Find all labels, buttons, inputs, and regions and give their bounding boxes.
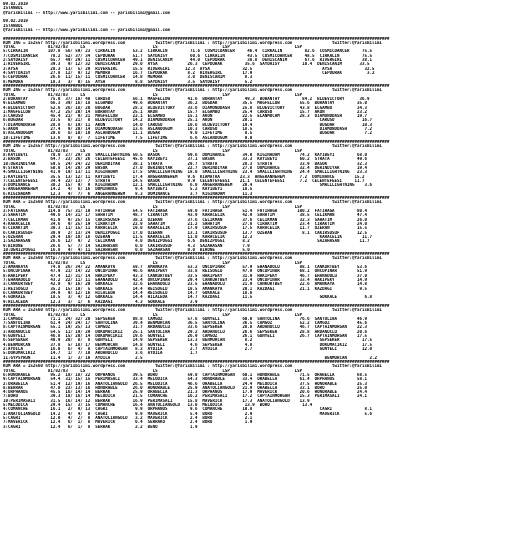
- document-line: 4:COMANCHE 16.1 2/ 9/ 13 CAGRI 9.9 ORPHANOS 9.6 COMANCHE 10.8 CAGRI 8.1: [3, 407, 372, 412]
- document-line: KUM ARA = 152560 http://yarisbilimi.wordpress.com twitter:@YarisBilimi : http://yarisbilimi.wordpress.com twitter:@YarisBilimi: [3, 364, 382, 369]
- document-line: 8:KAYIBEYI 70.0 27/ 29/ 28 SMALLLIGHTNING 50.5 BASOK 69.6 DOMINANCE 34.0 KIGINADAM 74.2 KAYIBEYI 68.0: [3, 152, 367, 157]
- document-line: 2:ORABELLA 51.4 12/ 19/ 16 ANATOLIANGOLD 26.5 MELODICA 46.6 ORABELLA 24.4 MELODICA 37.5 HONORABLE 25.3: [3, 381, 367, 386]
- document-line: KUM ING = 152557 http://yarisbilimi.wordpress.com twitter:@YarisBilimi : http://yarisbilimi.wordpress.com twitter:@YarisBilimi: [3, 40, 382, 45]
- document-line: 7:EHANADOLU 43.2 22/ 11/ 11 EHANADOLU 42.4 ONCUPINAR 29.4 CANKURTBEY 23.4 ONCUPINAR 33.4 HAKIPEKY 14.9: [3, 278, 367, 282]
- document-line: 2:AMANKAYA 74.8 26/ 34/ 22 AMANKAYA 59.7 AMANKAYA 53.2 ONCUPINAR 57.9 EHANADOLU 88.1 CANKURTBEY 53.6: [3, 265, 367, 270]
- document-line: ###########################################################################################################################################################: [3, 140, 390, 144]
- document-line: KUM ARA = 152560 http://yarisbilimi.wordpress.com twitter:@YarisBilimi : http://yarisbilimi.wordpress.com twitter:@YarisBilimi: [3, 200, 382, 205]
- document-line: ###########################################################################################################################################################: [3, 196, 390, 201]
- document-line: 10:DERINDIYAR 59.5 24/ 24/ 22 DERINDIYAR 38.1 STRATA 29.7 STRATA 28.3 STRATA 33.9 BASOK 32.3: [3, 161, 367, 166]
- document-line: TOTAL 81/82/83 LS LS LSP LSP: [3, 92, 303, 97]
- document-line: 9:STRATA 50.0 14/ 20/ 29 BASOK 27.0 DERINDIYAR 22.7 DERINDIYAR 27.8 DOMINANCE 32.4 DERINDIYAR 19.4: [3, 165, 367, 170]
- document-line: 8:BERRAK 47.0 23/ 13/ 16 HONORABLE 26.0 HONORABLE 25.9 ANATOLIANGOLD 21.9 ORABELLA 33.1 BORO 25.0: [3, 385, 367, 390]
- document-line: 1:KAYIBEYI 35.5 13/ 12/ 11 KAYIBEYI 17.4 ANGERANNEHEM 9.6 KIAMATRA 23.3 ANGERANNEHEM 7.2 DOMINANCE 15.2: [3, 174, 365, 179]
- document-line: 6:CEPDURAK 26.6 11/ 15/ 11 COSMICDANCER 14.8 MEMORA 3.0 DENISCANIM 8.3: [3, 75, 253, 80]
- document-line: 6:CANKURTBEY 34.9 9/ 12/ 16 HILALEDA 14.4 REISOGLU 14.7 GOKKALE 18.6: [3, 290, 253, 295]
- document-line: ###########################################################################################################################################################: [3, 359, 390, 364]
- document-line: 2:SAHATIM 49.6 14/ 21/ 17 SAHATIM 48.7 CIRAKTIM 43.9 KARACELIK 42.9 SAHATIM 38.5 CELIKMAN 47.4: [3, 213, 367, 218]
- document-line: 2:SAYDAISY 65.7 49/ 29/ 11 COSMICDANCER 49.1 DENISCANIM 44.0 CEPDURAK 38.8 DENISCANIM 67.6 RIVERGIRL 38.1: [3, 58, 372, 63]
- document-line: ###########################################################################################################################################################: [3, 83, 390, 88]
- document-line: 4:SMALLLIGHTNING 41.9 19/ 13/ 11 KIGINADAM 17.5 SMALLLIGHTNING 18.0 SMALLLIGHTNING 23.4 SMALLLIGHTNING 24.4 SMALLLIGHTNING 23.3: [3, 170, 367, 175]
- document-line: 7:DIAMONDDASH 28.8 6/ 19/ 11 AKON 14.0 CARUSO 10.6 BLUEVICTORY 19.4 BUGDAR 10.3: [3, 122, 372, 127]
- document-line: 7:CELIKMAN 41.0 9/ 25/ 15 CAKIRSUSUF 38.2 OZERAN 37.6 CELIKMAN 37.6 CELIKMAN 32.3 SAHATIM 26.0: [3, 217, 367, 222]
- document-line: 1:REISOGLU 35.2 15/ 10/ 5 GOKKALE 14.4 REISOGLU 18.5 AMANKAYA 20.1 KAZDAGI 21.1 KAZDAGI 9.5: [3, 286, 367, 291]
- document-line: 4:KARACELIK 34.6 9/ 25/ 19 CIRAKTIM 22.9 SAHATIM 21.2 SAHATIM 27.8 CIRAKTIM 23.4 CIRAKTIM 24.0: [3, 221, 367, 226]
- document-line: 5:MELODICA 29.4 15/ 3/ 15 COMANCHE 16.4 ANATOLIANGOLD 13.0 MELODICA 13.9 BORO 13.4: [3, 403, 313, 408]
- document-line: @YarisBilimi -- http://www.yarisbilimi.com -- yarisbilimi@gmail.com: [3, 10, 171, 15]
- document-line: 9:CAPTAINMORGAN 54.4 31/ 15/ 15 PERIMASALI 33.4 MELODICA 54.3 HONORABLE 33.4 ORABELLA 61.4 ORPHANOS 58.1: [3, 377, 367, 382]
- document-line: 1:MAGFELLOW 47.2 25/ 20/ 14 BORANTAY 25.1 AKON 15.7 ELGAMBO 25.4 CARUSO 15.7 AKON 23.2: [3, 109, 367, 114]
- document-line: 8:MEMORA 18.3 3/ 0/ 15 AYSA 8.8 SAYDAISY 3.5 SAYDAISY 5.2: [3, 79, 253, 84]
- document-line: 5:ONCUPINAR 47.9 21/ 14/ 22 ONCUPINAR 46.6 HAKIPEKY 33.8 REISOGLU 47.9 ONCUPINAR 68.1 ONCUPINAR 51.9: [3, 269, 367, 274]
- document-line: ISTANBUL: [3, 6, 23, 11]
- document-line: 10:PERIMASALI 31.5 16/ 14/ 12 BERRAK 16.9 PERIMASALI 15.8 MAVERICK 17.3 ANATOLIANGOLD 13.9: [3, 398, 310, 403]
- document-line: 4:ORPHANOS 45.5 16/ 14/ 14 BERRAK 25.9 ORABELLA 21.3 ORPHANOS 17.9 MAVERICK 20.6 HONORABLE 24.4: [3, 390, 367, 395]
- document-line: KUM ARA = 152560 http://yarisbilimi.wordpress.com twitter:@YarisBilimi : http://yarisbilimi.wordpress.com twitter:@YarisBilimi: [3, 256, 382, 261]
- document-line: ###########################################################################################################################################################: [3, 252, 390, 257]
- document-line: 3:CAGRI 12.4 6/ 1/ 8 SERRAK 2.2 BENO 1.9: [3, 424, 198, 429]
- document-line: 1:ANATOLIANGOLD 14.2 4/ 4/ 8 CAGRI 9.9 MAVERICK 5.4 BORO 2.9 MAVERICK 5.6: [3, 411, 372, 416]
- document-line: 5:CIRKALIN 107.8 56/ 59/ 23 CIRKALIN 53.2 CIRKALIN 71.6 COSMICDANCER 46.4 CIRKALIN 82.6 COSMICDANCER 75.5: [3, 49, 372, 54]
- document-line: 11:GYPSYRUN 11.4 1/ 3/ 10 AYDILA 2.5 BENMURCAN 2.2: [3, 355, 377, 360]
- document-line: 2:BORANTAY 75.0 37/ 18/ 40 CARUSO 56.1 MAGFELLOW 41.6 BORANTAY 49.3 BORANTAY 84.2 BLUEVICTORY 36.9: [3, 96, 370, 101]
- document-line: 3:FATIHAGA 114.0 75/ 31/ 10 FATIHAGA 54.5 FATIHAGA 59.0 FATIHAGA 51.4 FATIHAGA 100.2 FATIHAGA 80.4: [3, 209, 367, 213]
- document-line: KUM ARA = 152560 http://yarisbilimi.wordpress.com twitter:@YarisBilimi : http://yarisbilimi.wordpress.com twitter:@YarisBilimi: [3, 308, 382, 313]
- document-line: 4:BLUEVICTORY 52.6 26/ 18/ 20 BUGDAR 28.2 BLUEVICTORY 33.6 DIAMONDDASH 25.8 BLUEVICTORY 43.8 ELGAMBO 34.3: [3, 105, 367, 110]
- document-line: 3:CARUSO 45.4 21/ 9/ 21 MAGFELLOW 22.1 ELGAMBO 15.1 AKON 22.5 ELANMOCAM 28.3 DIAMONDDASH 19.7: [3, 114, 367, 119]
- document-line: 7:COSMICDANCER 78.2 52/ 37/ 34 CEPDURAK 51.7 SAYDAISY 60.6 CIRKALIN 43.5 COSMICDANCER 48.5 CIRKALIN 75.5: [3, 53, 372, 58]
- document-line: 4:SAYTDAISY 27.8 12/ 9/ 12 MEMORA 16.7 CEPDURAK 8.2 RIVERGIRL 17.9 CEPDURAK 3.2: [3, 71, 375, 75]
- document-line: 8:ASLANDOGUM 20.6 6/ 10/ 10 ASLANDOGUM 11.1 BUGAR 9.0 LIFETIME 8.5 BUGDAR 7.2: [3, 131, 372, 136]
- document-line: 3:ARDANUCLU 54.5 11/ 19/ 29 DOKUMACIKIZ 25.1 SANTOLINA 29.2 ARDANUCLU 26.6 SEPSEKER 28.8 ARDANUCLU 20.6: [3, 329, 367, 334]
- document-line: TOTAL 81/82/83 LS LS LSP LSP: [3, 312, 303, 317]
- document-line: 3:AYSA 28.3 13/ 5/ 29 RIVERGIRL 15.5 RIVERGIRL 12.3 AYSA 32.5 AYSA 32.5: [3, 66, 375, 71]
- document-line: 10:DENIZPOGGI 16.8 4/ 4/ 11 SAZAHASAN 0.0 SAZAHASAN 0.0 BIRONE 5.0: [3, 247, 250, 252]
- document-line: 9:GUNYELI 46.8 15/ 20/ 14 DOKUMACIKIZ 19.6 GUNYELI 26.9 CAMGOZ 26.1 GUNYELI 26.7 CAPTAINMORGAN 17.5: [3, 334, 367, 339]
- document-line: TOTAL 81/82/83 LS LS LSP LSP: [3, 148, 303, 153]
- document-line: KUM ING = 152557 http://yarisbilimi.wordpress.com twitter:@YarisBilimi : http://yarisbilimi.wordpress.com twitter:@YarisBilimi: [3, 144, 382, 149]
- document-line: 5:AKON 27.4 9/ 20/ 14 DIAMONDDASH 13.6 ASLANDOGUM 10.3 CARUSO 18.5 DIAMONDDASH 7.2: [3, 127, 372, 132]
- document-line: 1:CAMGOZ 71.1 24/ 32/ 20 SEPSEKER 88.8 CAMGOZ 57.6 GUNYELI 60.0 SANTOLINA 76.6 SANTOLINA 46.9: [3, 316, 367, 321]
- document-line: 5:OZERAN 29.4 10/ 10/ 18 OZERAN 11.5 KARACELIK 11.0 KARACELIK 12.3 KARACELIK 11.7: [3, 234, 372, 239]
- document-line: 6:SEPSEKER 40.9 20/ 8/ 8 GUNYELI 14.9 SEPSEKER 13.3 BENMURCAN 8.2 SEPSEKER 17.5: [3, 338, 372, 343]
- document-line: 2:AYDILA 16.0 6/ 4/ 8 CAPTAINMORGAN 8.3 AYDILA 2.7 AYDILA 2.7 GUNYELI 12.0: [3, 347, 372, 351]
- document-line: 5:CAGRI 12.0 4/ 2/ 8 ANATOLIANGOLD 3.2 MAVERICK 2.4 BORO 2.1: [3, 416, 253, 420]
- document-line: 9:BIRONE 26.6 5/ 7/ 14 SAZAHASAN 0.0 CAKIRSUSUF 4.3 SAZAHASAN 7.9: [3, 243, 250, 248]
- document-line: 7:SANTOLINA 61.4 24/ 24/ 17 SANTOLINA 39.4 BENMURCAN 36.5 SANTOLINA 36.5 CAMGOZ 52.2 CAMGOZ 45.6: [3, 321, 367, 326]
- document-line: 6:HONORABLE 95.2 18/ 18/ 22 ORPHANOS 39.5 BORO 59.0 CAPTAINMORGAN 60.1 HONORABLE 71.5 ORABELLA 68.5: [3, 372, 367, 377]
- document-line: 1:SAZAHASAN 26.6 12/ 9/ 2 CELIKMAN 4.0 DENIZPOGGI 6.6 DENIZPOGGI 8.2 SAZAHASAN 11.7: [3, 239, 370, 244]
- document-line: 3:CANKURTBEY 42.0 9/ 16/ 20 GOKKALE 32.6 EHANADOLU 23.5 EHANADOLU 21.9 CANKURTBEY 22.6 AMANKAYA 14.8: [3, 282, 367, 287]
- document-line: 6:CAKIRSUSUF 30.9 2/ 13/ 24 DENIZPOGGI 17.0 OZERAN 13.1 CAKIRSUSUF 13.7 OZERAN 8.1 CAKIRSUSUF 12.5: [3, 230, 367, 235]
- document-line: ###########################################################################################################################################################: [3, 303, 390, 308]
- document-line: TOTAL 81/82/83 LS LS LSP LSP: [3, 260, 303, 265]
- document-line: 8:CIRAKTIM 30.3 11/ 15/ 11 KARACELIK 19.0 KARACELIK 17.9 CAKIRSUSUF 17.5 KARACELIK 11.7 OZERAN 15.5: [3, 226, 367, 231]
- document-line: TOTAL 81/82/83 LS LS LSP LSP: [3, 45, 303, 50]
- document-line: 7:CELENTEFEESI 34.4 22/ 13/ 7 STRATA 14.5 BASOK 9.9 CELENTEFEESI 21.1 CELENTEFEESI 7.2 CELENTEFEESI 11.7: [3, 178, 365, 183]
- document-line: 6:KIGINADAM 12.3 4/ 7/ 6 ANGERANNEHEM 8.3 DOMINANCE 3.7 KIGINADAM 11.3: [3, 191, 253, 196]
- document-line: TOTAL 81/82/83 LS LS LSP LSP: [3, 204, 303, 209]
- document-line: ###########################################################################################################################################################: [3, 36, 390, 41]
- document-line: 09.02.2019: [3, 19, 28, 24]
- document-line: 1:RIVERGIRL 39.3 9/ 12/ 32 DENISCANIM 29.0 AYSA 26.3 CEPDURAK 35.6 SAYDAISY 10.4 DENISCANIM 33.5: [3, 62, 370, 67]
- document-line: 4:BENMURCAN 37.8 5/ 18/ 17 BENMURCAN 14.8 GUNYELI 4.6 SEPSEKER 4.8 DOKUMACIKIZ 17.5: [3, 342, 372, 347]
- document-line: 3:DOMINANCE 30.2 15/ 9/ 9 KIGINADAM 12.1 SMALLLIGHTNING 6.0 ANGERANNEHEM 20.4 SMALLLIGHTNING 3.6: [3, 183, 372, 188]
- document-line: 9:HILALEDA 12.3 3/ 1/ 6 KAZDAGI 4.3 GOKKALE 3.9: [3, 299, 198, 304]
- document-line: 2:BASOK 64.7 23/ 26/ 26 CELENTEFEESI 45.6 KAYIBEYI 37.1 BASOK 33.3 KAYIBEYI 60.2 STRATA 49.6: [3, 157, 367, 162]
- document-line: 8:CAPTAINMORGAN 55.1 19/ 25/ 13 CAMGOZ 31.7 ARDANUCLU 33.6 SEPSEKER 28.8 ARDANUCLU 46.7 CAPTAINMORGAN 22.3: [3, 325, 367, 330]
- document-line: 8:HAKIPEKY 47.4 12/ 31/ 14 HAKIPEKY 43.3 CANKURTBEY 33.5 HAKIPEKY 31.9 HAKIPEKY 46.7 EHANADOLU 37.0: [3, 273, 367, 278]
- document-line: TOTAL 81/82/83 LS LS LSP LSP: [3, 368, 303, 373]
- document-line: @YarisBilimi -- http://www.yarisbilimi.com -- yarisbilimi@gmail.com: [3, 27, 171, 32]
- document-line: 9:ELGAMBO 66.3 39/ 16/ 18 ELGAMBO 49.6 BORANTAY 36.2 BUGDAR 35.5 MAGFELLOW 55.6 BORANTAY 35.0: [3, 101, 367, 106]
- document-line: 09.02.2019: [3, 2, 28, 6]
- document-line: 4:GOKKALE 18.5 3/ 4/ 12 GOKKALE 14.4 HILALEDA 14.7 KAZDAGI 11.5 GOKKALE 6.8: [3, 295, 372, 300]
- document-line: 5:DOKUMACIKIZ 14.7 1/ 7/ 10 ARDANUCLU 3.6 AYDILA 1.7: [3, 351, 198, 356]
- document-line: 7:MAVERICK 12.4 6/ 1/ 8 MAVERICK 0.4 SERRAKO 2.4 BORO 1.9: [3, 420, 253, 425]
- document-line: 5:ANGERANNEHEM 14.2 4/ 6/ 16 DOMINANCE 9.4 KAYIBEYI 5.2 KAYIBEYI 18.5: [3, 187, 253, 192]
- document-line: 10:LIFETIME 13.6 0/ 8/ 7 LIFETIME 7.5 LIFETIME 6.6 ASLANDOGUM 0.0: [3, 135, 253, 140]
- document-line: ISTANBUL: [3, 23, 23, 28]
- document-line: 7:BORO 39.3 18/ 16/ 14 MELODICA 21.5 COMANCHE 16.2 PERIMASALI 17.2 CAPTAINMORGAN 15.3 PERIMASALI 24.1: [3, 394, 367, 399]
- document-line: KUM ING = 152557 http://yarisbilimi.wordpress.com twitter:@YarisBilimi : http://yarisbilimi.wordpress.com twitter:@YarisBilimi: [3, 88, 382, 93]
- document-line: 6:BUGDAR 23.5 8/ 21/ 8 BLUEVICTORY 14.2 DIAMONDDASH 25.1 AKON 20.1 CARUSO 16.7: [3, 118, 372, 123]
